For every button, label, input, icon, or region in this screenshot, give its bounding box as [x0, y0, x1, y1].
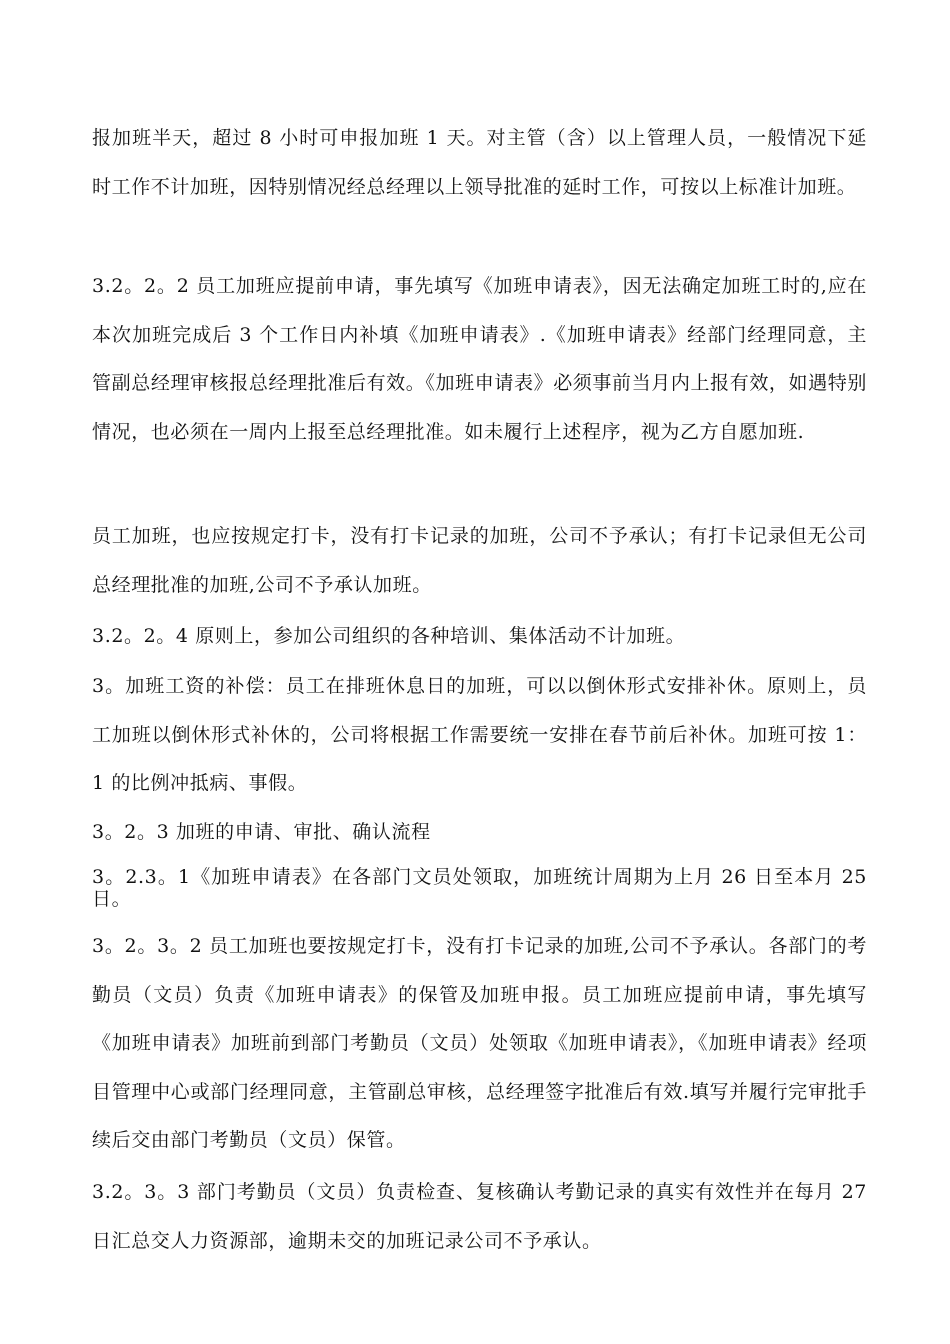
paragraph-overtime-hours: 报加班半天，超过 8 小时可申报加班 1 天。对主管（含）以上管理人员，一般情况下延时工作不计加班，因特别情况经总经理以上领导批准的延时工作，可按以上标准计加班。 [92, 127, 867, 198]
paragraph-record-verification: 3.2。3。3 部门考勤员（文员）负责检查、复核确认考勤记录的真实有效性并在每月 27 日汇总交人力资源部，逾期未交的加班记录公司不予承认。 [92, 1181, 867, 1252]
paragraph-attendance-clerk: 3。2。3。2 员工加班也要按规定打卡，没有打卡记录的加班,公司不予承认。各部门的考勤员（文员）负责《加班申请表》的保管及加班申报。员工加班应提前申请，事先填写《加班申请表》加班前到部门考勤员（文员）处领取《加班申请表》，《加班申请表》经项目管理中心或部门经理同意，主管副总审核，总经理签字批准后有效.填写并履行完审批手续后交由部门考勤员（文员）保管。 [92, 935, 867, 1151]
paragraph-overtime-compensation: 3。加班工资的补偿：员工在排班休息日的加班，可以以倒休形式安排补休。原则上，员工加班以倒休形式补休的，公司将根据工作需要统一安排在春节前后补休。加班可按 1：1 的比例冲抵病、事假。 [92, 675, 867, 794]
paragraph-training-exclusion: 3.2。2。4 原则上，参加公司组织的各种培训、集体活动不计加班。 [92, 625, 686, 647]
paragraph-form-collection: 3。2.3。1《加班申请表》在各部门文员处领取，加班统计周期为上月 26 日至本月 25 日。 [92, 866, 867, 910]
section-heading-approval-process: 3。2。3 加班的申请、审批、确认流程 [92, 821, 431, 843]
paragraph-overtime-application: 3.2。2。2 员工加班应提前申请，事先填写《加班申请表》，因无法确定加班工时的,应在本次加班完成后 3 个工作日内补填《加班申请表》.《加班申请表》经部门经理同意，主管副总经理审核报总经理批准后有效。《加班申请表》必须事前当月内上报有效，如遇特别情况，也必须在一周内上报至总经理批准。如未履行上述程序，视为乙方自愿加班. [92, 275, 867, 443]
paragraph-clock-in-rule: 员工加班，也应按规定打卡，没有打卡记录的加班，公司不予承认；有打卡记录但无公司总经理批准的加班,公司不予承认加班。 [92, 525, 867, 596]
